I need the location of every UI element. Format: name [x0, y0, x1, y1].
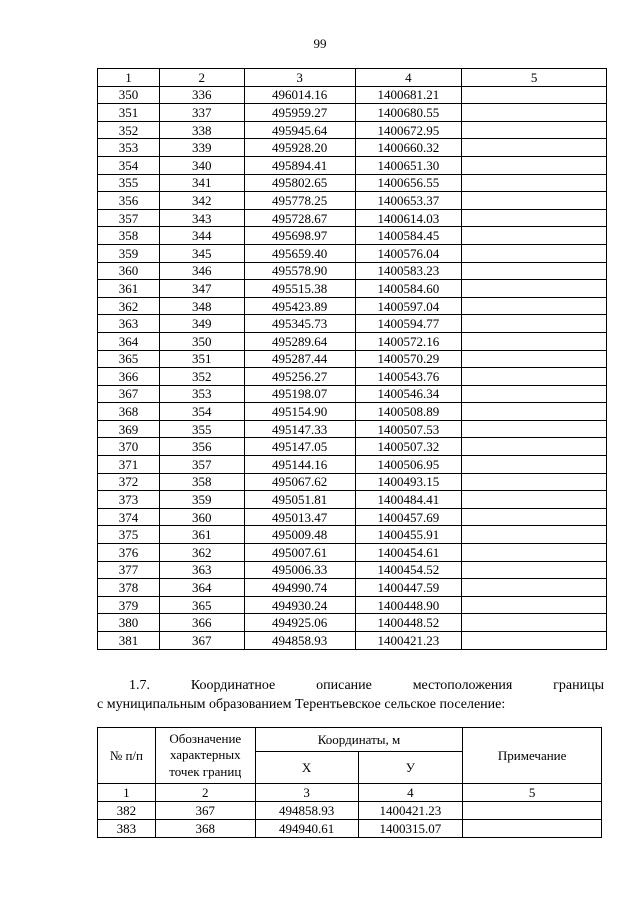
coordinate-y-cell: 1400421.23 — [355, 632, 462, 650]
row-number-cell: 377 — [98, 561, 160, 579]
row-number-cell: 371 — [98, 456, 160, 474]
row-number-cell: 376 — [98, 544, 160, 562]
section-number: 1.7. — [129, 678, 150, 693]
point-number-cell: 346 — [159, 262, 244, 280]
note-cell — [462, 561, 607, 579]
coordinates-table-body — [98, 86, 607, 649]
point-number-cell: 367 — [159, 632, 244, 650]
note-cell — [462, 508, 607, 526]
row-number-cell: 365 — [98, 350, 160, 368]
table-row — [98, 121, 607, 139]
table-row — [98, 139, 607, 157]
row-number-cell: 357 — [98, 209, 160, 227]
coordinate-x-cell: 495345.73 — [244, 315, 355, 333]
coordinate-x-cell: 495287.44 — [244, 350, 355, 368]
coordinate-y-cell: 1400448.90 — [355, 596, 462, 614]
coordinates-table — [97, 68, 607, 650]
header-y: У — [358, 751, 463, 783]
note-cell — [462, 456, 607, 474]
coordinate-y-cell: 1400454.52 — [355, 561, 462, 579]
coordinate-x-cell: 495578.90 — [244, 262, 355, 280]
point-number-cell: 362 — [159, 544, 244, 562]
table-row — [98, 438, 607, 456]
table-row — [98, 420, 607, 438]
note-cell — [463, 801, 602, 819]
coordinate-x-cell: 495515.38 — [244, 280, 355, 298]
row-number-cell: 356 — [98, 192, 160, 210]
table-row — [98, 280, 607, 298]
header-point-designation: Обозначение характерных точек границ — [155, 728, 255, 784]
point-number-cell: 337 — [159, 104, 244, 122]
note-cell — [463, 819, 602, 837]
note-cell — [462, 614, 607, 632]
coordinate-y-cell: 1400546.34 — [355, 385, 462, 403]
row-number-cell: 350 — [98, 86, 160, 104]
header-number: № п/п — [98, 728, 156, 784]
point-number-cell: 351 — [159, 350, 244, 368]
note-cell — [462, 473, 607, 491]
table-row — [98, 526, 607, 544]
coordinate-x-cell: 495198.07 — [244, 385, 355, 403]
note-cell — [462, 244, 607, 262]
table-row — [98, 332, 607, 350]
note-cell — [462, 579, 607, 597]
coordinate-x-cell: 495728.67 — [244, 209, 355, 227]
point-number-cell: 359 — [159, 491, 244, 509]
point-number-cell: 341 — [159, 174, 244, 192]
point-number-cell: 345 — [159, 244, 244, 262]
table-row — [98, 262, 607, 280]
note-cell — [462, 192, 607, 210]
section-heading-continuation: с муниципальным образованием Терентьевское сельское поселение: — [97, 697, 506, 712]
coordinate-y-cell: 1400421.23 — [358, 801, 463, 819]
row-number-cell: 379 — [98, 596, 160, 614]
column-index-cell: 2 — [155, 783, 255, 801]
point-number-cell: 364 — [159, 579, 244, 597]
point-number-cell: 336 — [159, 86, 244, 104]
header-coordinates: Координаты, м — [255, 728, 463, 752]
point-number-cell: 367 — [155, 801, 255, 819]
coordinate-x-cell: 495894.41 — [244, 156, 355, 174]
section-heading-word: границы — [553, 678, 604, 693]
note-cell — [462, 544, 607, 562]
row-number-cell: 372 — [98, 473, 160, 491]
coordinate-x-cell: 495007.61 — [244, 544, 355, 562]
table-index-row — [98, 69, 607, 87]
point-number-cell: 352 — [159, 368, 244, 386]
note-cell — [462, 315, 607, 333]
coordinate-x-cell: 495778.25 — [244, 192, 355, 210]
coordinate-x-cell: 494990.74 — [244, 579, 355, 597]
coordinate-y-cell: 1400584.45 — [355, 227, 462, 245]
point-number-cell: 340 — [159, 156, 244, 174]
table-row — [98, 209, 607, 227]
row-number-cell: 366 — [98, 368, 160, 386]
column-index-cell: 1 — [98, 69, 160, 87]
coordinate-y-cell: 1400543.76 — [355, 368, 462, 386]
table-row — [98, 192, 607, 210]
note-cell — [462, 104, 607, 122]
coordinate-x-cell: 495928.20 — [244, 139, 355, 157]
coordinate-y-cell: 1400315.07 — [358, 819, 463, 837]
coordinate-x-cell: 494858.93 — [244, 632, 355, 650]
note-cell — [462, 438, 607, 456]
column-index-cell: 2 — [159, 69, 244, 87]
column-index-cell: 5 — [463, 783, 602, 801]
table-row — [98, 508, 607, 526]
coordinate-y-cell: 1400660.32 — [355, 139, 462, 157]
table-row — [98, 86, 607, 104]
row-number-cell: 359 — [98, 244, 160, 262]
point-number-cell: 354 — [159, 403, 244, 421]
table-row — [98, 632, 607, 650]
coordinate-x-cell: 495698.97 — [244, 227, 355, 245]
point-number-cell: 347 — [159, 280, 244, 298]
note-cell — [462, 280, 607, 298]
point-number-cell: 366 — [159, 614, 244, 632]
row-number-cell: 363 — [98, 315, 160, 333]
coordinate-y-cell: 1400594.77 — [355, 315, 462, 333]
table-row — [98, 385, 607, 403]
coordinate-y-cell: 1400484.41 — [355, 491, 462, 509]
row-number-cell: 383 — [98, 819, 156, 837]
note-cell — [462, 420, 607, 438]
boundary-coordinates-table — [97, 727, 602, 838]
table-row — [98, 456, 607, 474]
row-number-cell: 367 — [98, 385, 160, 403]
row-number-cell: 375 — [98, 526, 160, 544]
point-number-cell: 363 — [159, 561, 244, 579]
section-heading-word: описание — [316, 678, 372, 693]
point-number-cell: 353 — [159, 385, 244, 403]
table-row — [98, 596, 607, 614]
coordinate-y-cell: 1400584.60 — [355, 280, 462, 298]
coordinate-x-cell: 495051.81 — [244, 491, 355, 509]
table-row — [98, 368, 607, 386]
coordinate-y-cell: 1400506.95 — [355, 456, 462, 474]
point-number-cell: 338 — [159, 121, 244, 139]
coordinate-x-cell: 494930.24 — [244, 596, 355, 614]
row-number-cell: 362 — [98, 297, 160, 315]
column-index-cell: 4 — [355, 69, 462, 87]
coordinate-x-cell: 495013.47 — [244, 508, 355, 526]
note-cell — [462, 385, 607, 403]
row-number-cell: 353 — [98, 139, 160, 157]
point-number-cell: 361 — [159, 526, 244, 544]
table-row — [98, 104, 607, 122]
coordinate-x-cell: 495289.64 — [244, 332, 355, 350]
table-row — [98, 579, 607, 597]
coordinate-y-cell: 1400457.69 — [355, 508, 462, 526]
column-index-cell: 4 — [358, 783, 463, 801]
coordinate-x-cell: 495009.48 — [244, 526, 355, 544]
row-number-cell: 370 — [98, 438, 160, 456]
row-number-cell: 374 — [98, 508, 160, 526]
coordinate-y-cell: 1400583.23 — [355, 262, 462, 280]
note-cell — [462, 491, 607, 509]
column-index-cell: 3 — [255, 783, 358, 801]
point-number-cell: 355 — [159, 420, 244, 438]
table-row — [98, 491, 607, 509]
table-row — [98, 297, 607, 315]
coordinate-x-cell: 494940.61 — [255, 819, 358, 837]
table-row — [98, 561, 607, 579]
coordinate-y-cell: 1400672.95 — [355, 121, 462, 139]
row-number-cell: 351 — [98, 104, 160, 122]
coordinate-y-cell: 1400680.55 — [355, 104, 462, 122]
row-number-cell: 360 — [98, 262, 160, 280]
row-number-cell: 373 — [98, 491, 160, 509]
note-cell — [462, 86, 607, 104]
coordinate-x-cell: 495006.33 — [244, 561, 355, 579]
section-heading-word: местоположения — [412, 678, 513, 693]
row-number-cell: 378 — [98, 579, 160, 597]
coordinate-x-cell: 495147.05 — [244, 438, 355, 456]
section-heading-word: Координатное — [190, 678, 276, 693]
coordinate-y-cell: 1400576.04 — [355, 244, 462, 262]
coordinate-x-cell: 495256.27 — [244, 368, 355, 386]
note-cell — [462, 262, 607, 280]
note-cell — [462, 596, 607, 614]
table-row — [98, 544, 607, 562]
note-cell — [462, 209, 607, 227]
column-index-cell: 3 — [244, 69, 355, 87]
table-index-row — [98, 783, 602, 801]
note-cell — [462, 403, 607, 421]
table-row — [98, 315, 607, 333]
point-number-cell: 358 — [159, 473, 244, 491]
row-number-cell: 352 — [98, 121, 160, 139]
point-number-cell: 348 — [159, 297, 244, 315]
coordinate-x-cell: 496014.16 — [244, 86, 355, 104]
row-number-cell: 369 — [98, 420, 160, 438]
table-row — [98, 403, 607, 421]
point-number-cell: 342 — [159, 192, 244, 210]
table-row — [98, 801, 602, 819]
table-row — [98, 244, 607, 262]
coordinate-x-cell: 495959.27 — [244, 104, 355, 122]
table-row — [98, 614, 607, 632]
coordinate-y-cell: 1400493.15 — [355, 473, 462, 491]
table-row — [98, 473, 607, 491]
coordinate-y-cell: 1400681.21 — [355, 86, 462, 104]
note-cell — [462, 121, 607, 139]
row-number-cell: 381 — [98, 632, 160, 650]
table-row — [98, 174, 607, 192]
page-number: 99 — [313, 36, 327, 51]
note-cell — [462, 227, 607, 245]
coordinate-y-cell: 1400447.59 — [355, 579, 462, 597]
note-cell — [462, 174, 607, 192]
coordinate-y-cell: 1400507.32 — [355, 438, 462, 456]
coordinate-y-cell: 1400651.30 — [355, 156, 462, 174]
row-number-cell: 361 — [98, 280, 160, 298]
note-cell — [462, 297, 607, 315]
note-cell — [462, 632, 607, 650]
coordinate-x-cell: 495067.62 — [244, 473, 355, 491]
coordinate-x-cell: 495945.64 — [244, 121, 355, 139]
coordinate-y-cell: 1400448.52 — [355, 614, 462, 632]
row-number-cell: 358 — [98, 227, 160, 245]
table-row — [98, 350, 607, 368]
point-number-cell: 356 — [159, 438, 244, 456]
point-number-cell: 368 — [155, 819, 255, 837]
header-note: Примечание — [463, 728, 602, 784]
table-row — [98, 819, 602, 837]
coordinate-y-cell: 1400614.03 — [355, 209, 462, 227]
note-cell — [462, 139, 607, 157]
boundary-table-body — [98, 783, 602, 837]
row-number-cell: 364 — [98, 332, 160, 350]
point-number-cell: 350 — [159, 332, 244, 350]
coordinate-x-cell: 495659.40 — [244, 244, 355, 262]
coordinate-x-cell: 495423.89 — [244, 297, 355, 315]
row-number-cell: 368 — [98, 403, 160, 421]
point-number-cell: 339 — [159, 139, 244, 157]
coordinate-x-cell: 494925.06 — [244, 614, 355, 632]
row-number-cell: 382 — [98, 801, 156, 819]
column-index-cell: 5 — [462, 69, 607, 87]
coordinate-x-cell: 494858.93 — [255, 801, 358, 819]
coordinate-y-cell: 1400653.37 — [355, 192, 462, 210]
coordinate-y-cell: 1400656.55 — [355, 174, 462, 192]
note-cell — [462, 526, 607, 544]
coordinate-y-cell: 1400507.53 — [355, 420, 462, 438]
row-number-cell: 354 — [98, 156, 160, 174]
table-row — [98, 156, 607, 174]
coordinate-x-cell: 495147.33 — [244, 420, 355, 438]
coordinate-y-cell: 1400570.29 — [355, 350, 462, 368]
section-heading — [129, 678, 604, 694]
point-number-cell: 349 — [159, 315, 244, 333]
note-cell — [462, 332, 607, 350]
note-cell — [462, 350, 607, 368]
column-index-cell: 1 — [98, 783, 156, 801]
row-number-cell: 355 — [98, 174, 160, 192]
coordinate-y-cell: 1400455.91 — [355, 526, 462, 544]
header-x: X — [255, 751, 358, 783]
point-number-cell: 357 — [159, 456, 244, 474]
coordinate-x-cell: 495154.90 — [244, 403, 355, 421]
coordinate-y-cell: 1400572.16 — [355, 332, 462, 350]
coordinate-y-cell: 1400508.89 — [355, 403, 462, 421]
point-number-cell: 365 — [159, 596, 244, 614]
point-number-cell: 360 — [159, 508, 244, 526]
coordinate-x-cell: 495802.65 — [244, 174, 355, 192]
coordinate-x-cell: 495144.16 — [244, 456, 355, 474]
coordinate-y-cell: 1400454.61 — [355, 544, 462, 562]
table-row — [98, 227, 607, 245]
point-number-cell: 344 — [159, 227, 244, 245]
note-cell — [462, 368, 607, 386]
row-number-cell: 380 — [98, 614, 160, 632]
note-cell — [462, 156, 607, 174]
coordinate-y-cell: 1400597.04 — [355, 297, 462, 315]
point-number-cell: 343 — [159, 209, 244, 227]
